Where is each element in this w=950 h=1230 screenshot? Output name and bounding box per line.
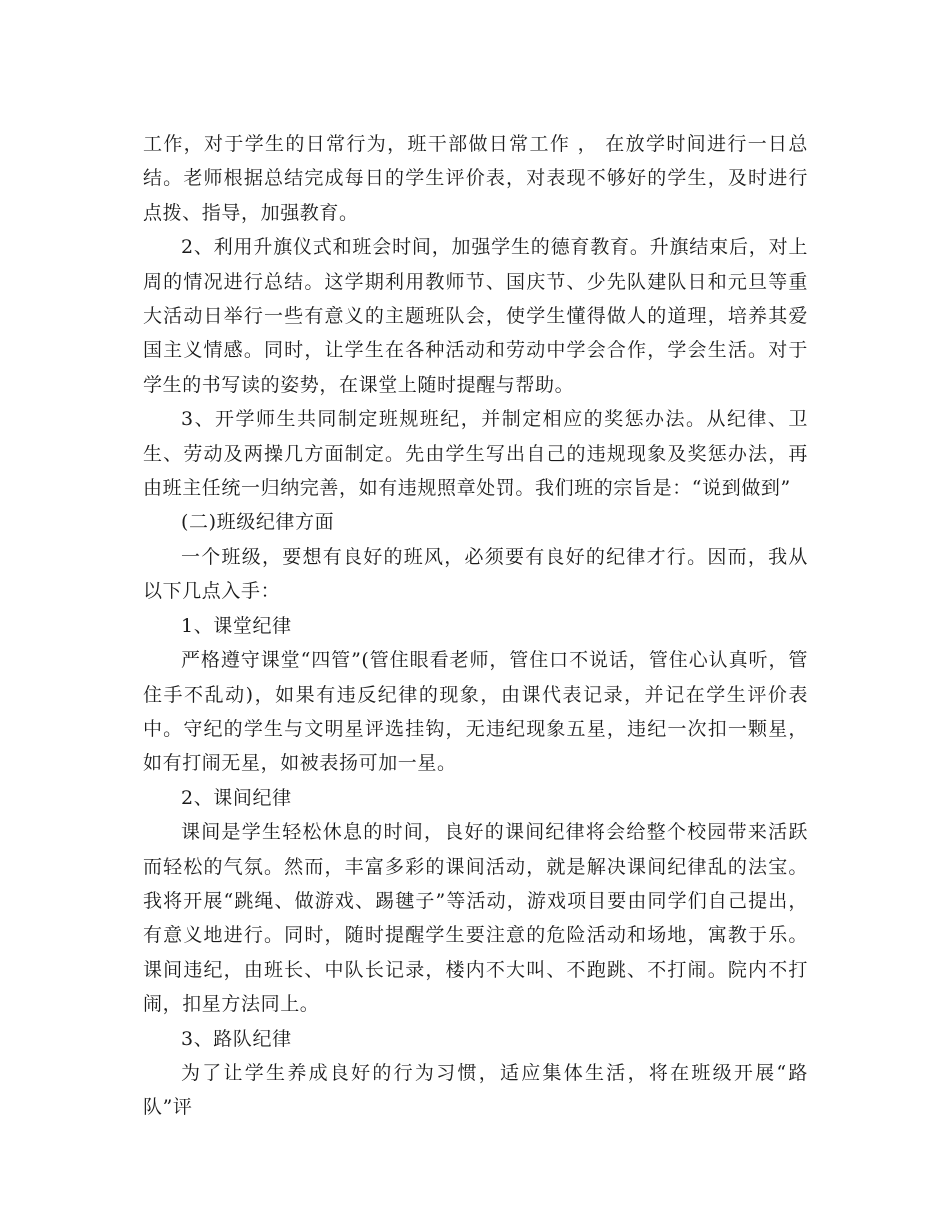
document-body	[143, 127, 808, 1125]
paragraph: 严格遵守课堂“四管”(管住眼看老师，管住口不说话，管住心认真听，管住手不乱动)，如果有违反纪律的现象，由课代表记录，并记在学生评价表中。守纪的学生与文明星评选挂钩，无违纪现象五星，违纪一次扣一颗星，如有打闹无星，如被表扬可加一星。	[143, 649, 808, 775]
section-heading: (二)班级纪律方面	[181, 511, 335, 534]
subsection-heading: 1、课堂纪律	[181, 614, 292, 637]
paragraph: 3、开学师生共同制定班规班纪，并制定相应的奖惩办法。从纪律、卫生、劳动及两操几方面制定。先由学生写出自己的违规现象及奖惩办法，再由班主任统一归纳完善，如有违规照章处罚。我们班的宗旨是：“说到做到”	[143, 408, 808, 500]
subsection-heading: 2、课间纪律	[181, 786, 292, 809]
paragraph: 一个班级，要想有良好的班风，必须要有良好的纪律才行。因而，我从以下几点入手：	[143, 545, 808, 603]
paragraph: 课间是学生轻松休息的时间，良好的课间纪律将会给整个校园带来活跃而轻松的气氛。然而，丰富多彩的课间活动，就是解决课间纪律乱的法宝。我将开展“跳绳、做游戏、踢毽子”等活动，游戏项目要由同学们自己提出，有意义地进行。同时，随时提醒学生要注意的危险活动和场地，寓教于乐。课间违纪，由班长、中队长记录，楼内不大叫、不跑跳、不打闹。院内不打闹，扣星方法同上。	[143, 821, 808, 1016]
paragraph: 为了让学生养成良好的行为习惯，适应集体生活，将在班级开展“路队”评	[143, 1061, 808, 1119]
paragraph: 工作，对于学生的日常行为，班干部做日常工作 ， 在放学时间进行一日总结。老师根据总结完成每日的学生评价表，对表现不够好的学生，及时进行点拨、指导，加强教育。	[143, 133, 808, 224]
paragraph: 2、利用升旗仪式和班会时间，加强学生的德育教育。升旗结束后，对上周的情况进行总结。这学期利用教师节、国庆节、少先队建队日和元旦等重大活动日举行一些有意义的主题班队会，使学生懂得做人的道理，培养其爱国主义情感。同时，让学生在各种活动和劳动中学会合作，学会生活。对于学生的书写读的姿势，在课堂上随时提醒与帮助。	[143, 236, 808, 396]
subsection-heading: 3、路队纪律	[181, 1027, 292, 1050]
